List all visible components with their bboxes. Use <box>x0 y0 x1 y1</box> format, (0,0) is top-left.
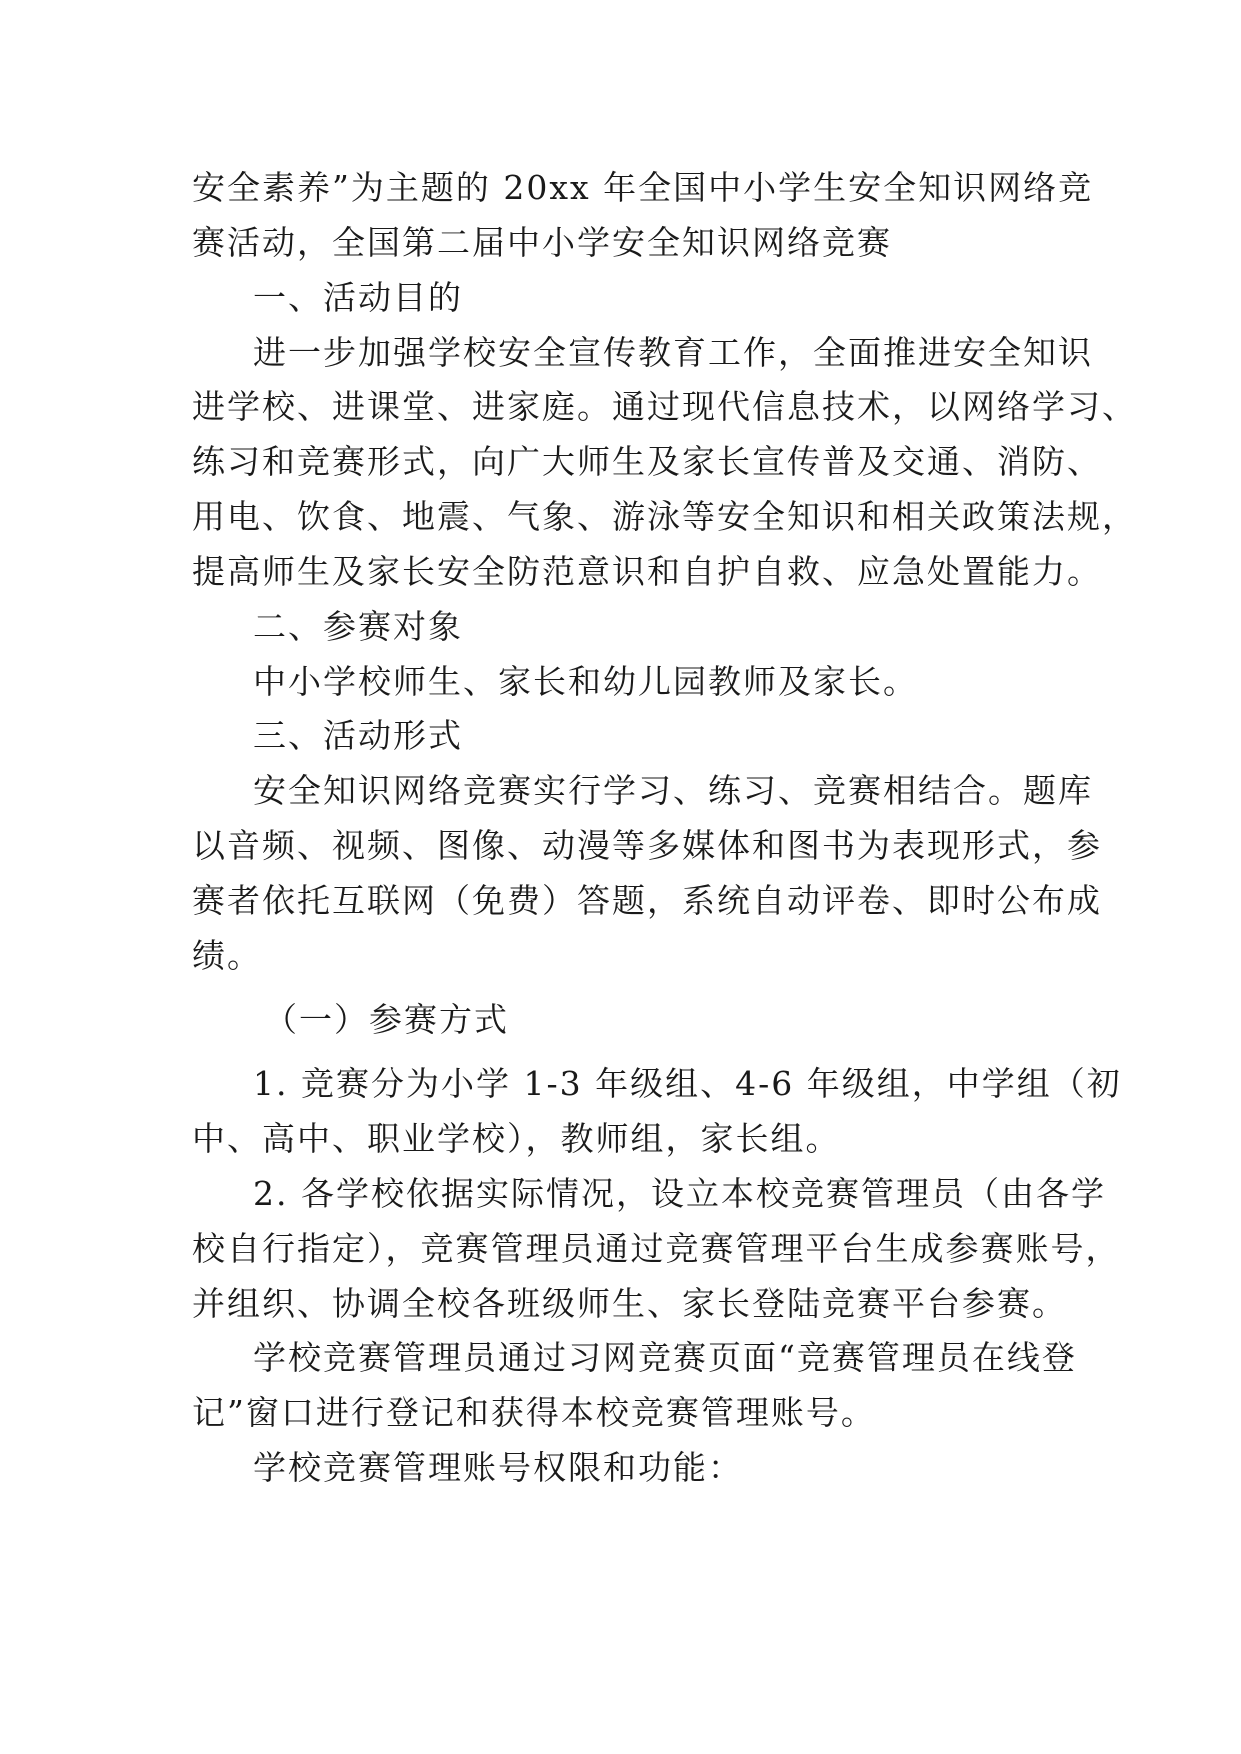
text-line: 2. 各学校依据实际情况，设立本校竞赛管理员（由各学 <box>253 1174 1106 1213</box>
text-line: 练习和竞赛形式，向广大师生及家长宣传普及交通、消防、 <box>192 442 1102 481</box>
text-line: 赛者依托互联网（免费）答题，系统自动评卷、即时公布成 <box>192 881 1102 920</box>
text-line: 并组织、协调全校各班级师生、家长登陆竞赛平台参赛。 <box>192 1284 1067 1323</box>
text-line: 学校竞赛管理账号权限和功能： <box>253 1448 743 1487</box>
subsection-heading-method: （一）参赛方式 <box>264 1000 509 1039</box>
text-line: 进一步加强学校安全宣传教育工作，全面推进安全知识 <box>253 333 1093 372</box>
text-line: 绩。 <box>192 936 262 975</box>
section-heading-participants: 二、参赛对象 <box>253 607 463 646</box>
text-line: 安全知识网络竞赛实行学习、练习、竞赛相结合。题库 <box>253 771 1093 810</box>
text-line: 进学校、进课堂、进家庭。通过现代信息技术，以网络学习、 <box>192 387 1137 426</box>
text-line: 中小学校师生、家长和幼儿园教师及家长。 <box>253 662 918 701</box>
text-line: 以音频、视频、图像、动漫等多媒体和图书为表现形式，参 <box>192 826 1102 865</box>
section-heading-format: 三、活动形式 <box>253 716 463 755</box>
text-line: 学校竞赛管理员通过习网竞赛页面“竞赛管理员在线登 <box>253 1338 1077 1377</box>
text-line: 校自行指定），竞赛管理员通过竞赛管理平台生成参赛账号， <box>192 1229 1121 1268</box>
text-line: 用电、饮食、地震、气象、游泳等安全知识和相关政策法规， <box>192 497 1137 536</box>
text-line: 1. 竞赛分为小学 1-3 年级组、4-6 年级组，中学组（初 <box>253 1064 1122 1103</box>
text-line: 记”窗口进行登记和获得本校竞赛管理账号。 <box>192 1393 876 1432</box>
text-line: 中、高中、职业学校），教师组，家长组。 <box>192 1119 841 1158</box>
text-line: 赛活动，全国第二届中小学安全知识网络竞赛 <box>192 223 892 262</box>
text-line: 安全素养”为主题的 20xx 年全国中小学生安全知识网络竞 <box>192 168 1094 207</box>
text-line: 提高师生及家长安全防范意识和自护自救、应急处置能力。 <box>192 552 1102 591</box>
section-heading-purpose: 一、活动目的 <box>253 278 463 317</box>
